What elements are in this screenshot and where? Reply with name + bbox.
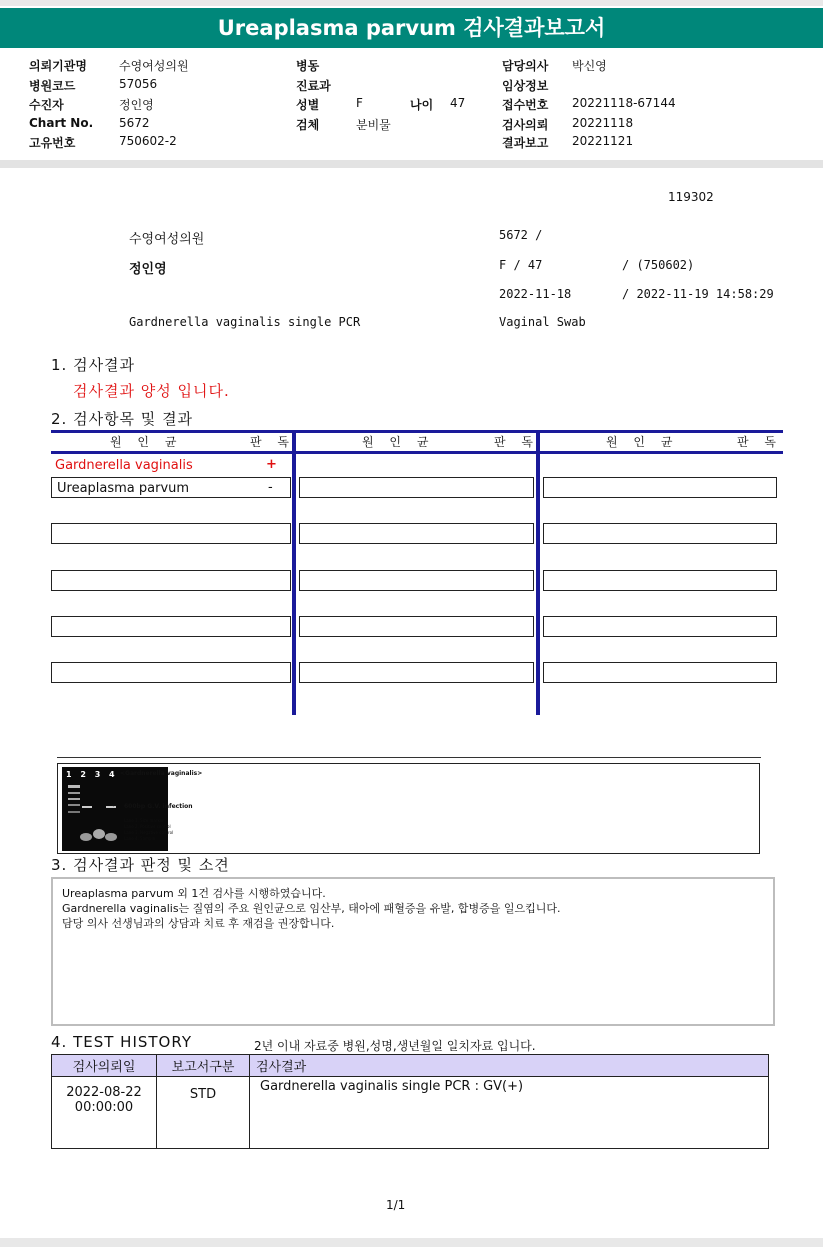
history-col-type: 보고서구분	[157, 1055, 250, 1077]
ward-label: 병동	[296, 59, 320, 73]
gel-legend-item: Lane 1. Size marker	[124, 818, 164, 823]
unique-label: 고유번호	[29, 136, 76, 150]
organism-result: -	[268, 480, 273, 495]
history-type: STD	[157, 1077, 250, 1149]
table-cell	[51, 616, 291, 637]
gel-lane-numbers: 1 2 3 4	[66, 770, 118, 779]
code-value: 57056	[119, 77, 158, 91]
section3-heading: 3. 검사결과 판정 및 소견	[51, 856, 230, 874]
doctor-value: 박신영	[572, 59, 607, 73]
table-cell	[299, 570, 534, 591]
results-table-header-rule	[51, 451, 783, 454]
history-col-result: 검사결과	[250, 1055, 769, 1077]
summary-test-name: Gardnerella vaginalis single PCR	[129, 315, 361, 329]
request-label: 검사의뢰	[502, 118, 549, 132]
sex-value: F	[356, 96, 363, 110]
top-border	[0, 0, 823, 6]
table-cell	[543, 477, 777, 498]
specimen-label: 검체	[296, 118, 320, 132]
gel-panel	[57, 763, 760, 854]
summary-birth: / (750602)	[622, 258, 695, 272]
table-cell	[543, 570, 777, 591]
history-result: Gardnerella vaginalis single PCR : GV(+)	[250, 1077, 769, 1149]
summary-sex-age: F / 47	[499, 258, 543, 272]
opinion-box	[51, 877, 775, 1026]
table-cell	[51, 662, 291, 683]
specimen-value: 분비물	[356, 118, 391, 132]
gel-legend-item: Lane 3. Negative control	[124, 830, 174, 835]
history-col-date: 검사의뢰일	[52, 1055, 157, 1077]
age-value: 47	[450, 96, 466, 110]
history-date: 2022-08-22	[66, 1085, 142, 1100]
receipt-label: 접수번호	[502, 98, 549, 112]
result-date-value: 20221121	[572, 134, 634, 148]
section1-heading: 1. 검사결과	[51, 356, 136, 374]
col-organism-2: 원 인 균	[362, 435, 435, 449]
organism-name: Ureaplasma parvum	[57, 481, 190, 496]
col-result-1: 판 독	[250, 435, 295, 449]
table-cell	[543, 523, 777, 544]
table-cell	[299, 523, 534, 544]
section2-heading: 2. 검사항목 및 결과	[51, 410, 194, 428]
opinion-line: Ureaplasma parvum 외 1건 검사를 시행하였습니다.	[62, 887, 326, 900]
receipt-value: 20221118-67144	[572, 96, 676, 110]
col-result-3: 판 독	[737, 435, 782, 449]
col-organism-1: 원 인 균	[110, 435, 183, 449]
table-cell	[543, 662, 777, 683]
page-number: 1/1	[386, 1198, 406, 1212]
unique-value: 750602-2	[119, 134, 177, 148]
table-cell	[543, 616, 777, 637]
report-title: Ureaplasma parvum 검사결과보고서	[0, 8, 823, 48]
gel-band-label: 600bp G.V. infection	[124, 803, 193, 810]
result-date-label: 결과보고	[502, 136, 549, 150]
patient-value: 정인영	[119, 98, 154, 112]
summary-hospital: 수영여성의원	[129, 232, 205, 247]
results-table-divider-1	[292, 430, 296, 715]
section4-heading: 4. TEST HISTORY	[51, 1033, 192, 1051]
chart-label: Chart No.	[29, 116, 94, 130]
summary-report-datetime: / 2022-11-19 14:58:29	[622, 287, 774, 301]
bottom-border	[0, 1238, 823, 1247]
summary-chart: 5672 /	[499, 228, 543, 242]
hospital-label: 의뢰기관명	[29, 59, 87, 73]
report-number: 119302	[668, 190, 714, 204]
code-label: 병원코드	[29, 79, 76, 93]
header-divider	[0, 160, 823, 168]
table-cell	[299, 662, 534, 683]
dept-label: 진료과	[296, 79, 331, 93]
chart-value: 5672	[119, 116, 150, 130]
col-result-2: 판 독	[494, 435, 539, 449]
table-cell	[51, 523, 291, 544]
organism-name: Gardnerella vaginalis	[55, 458, 193, 473]
col-organism-3: 원 인 균	[606, 435, 679, 449]
gel-title: <Gardnerella vaginalis>	[120, 770, 203, 777]
table-row	[52, 1077, 769, 1149]
table-cell	[299, 616, 534, 637]
table-cell	[51, 570, 291, 591]
gel-legend-item: Lane 2. Positive control	[124, 824, 171, 829]
summary-patient: 정인영	[129, 262, 167, 277]
organism-result: +	[266, 457, 277, 472]
history-time: 00:00:00	[74, 1100, 134, 1115]
result-statement: 검사결과 양성 입니다.	[73, 382, 230, 400]
gel-legend-item: Lane 4. Sample	[124, 836, 156, 841]
opinion-line: Gardnerella vaginalis는 질염의 주요 원인균으로 임산부, 태아에 패혈증을 유발, 합병증을 일으킵니다.	[62, 902, 561, 915]
summary-specimen: Vaginal Swab	[499, 315, 586, 329]
results-table-divider-2	[536, 430, 540, 715]
age-label: 나이	[410, 98, 434, 112]
request-value: 20221118	[572, 116, 634, 130]
table-cell	[299, 477, 534, 498]
hospital-value: 수영여성의원	[119, 59, 189, 73]
doctor-label: 담당의사	[502, 59, 549, 73]
patient-label: 수진자	[29, 98, 64, 112]
clinical-label: 임상정보	[502, 79, 549, 93]
gel-arrow-icon: ←	[112, 802, 118, 809]
sex-label: 성별	[296, 98, 320, 112]
history-note: 2년 이내 자료중 병원,성명,생년월일 일치자료 입니다.	[254, 1039, 536, 1053]
history-table	[51, 1054, 769, 1149]
gel-top-rule	[57, 757, 761, 758]
history-date-cell	[52, 1077, 157, 1149]
opinion-line: 담당 의사 선생님과의 상담과 치료 후 재검을 권장합니다.	[62, 917, 335, 930]
summary-request-date: 2022-11-18	[499, 287, 572, 301]
